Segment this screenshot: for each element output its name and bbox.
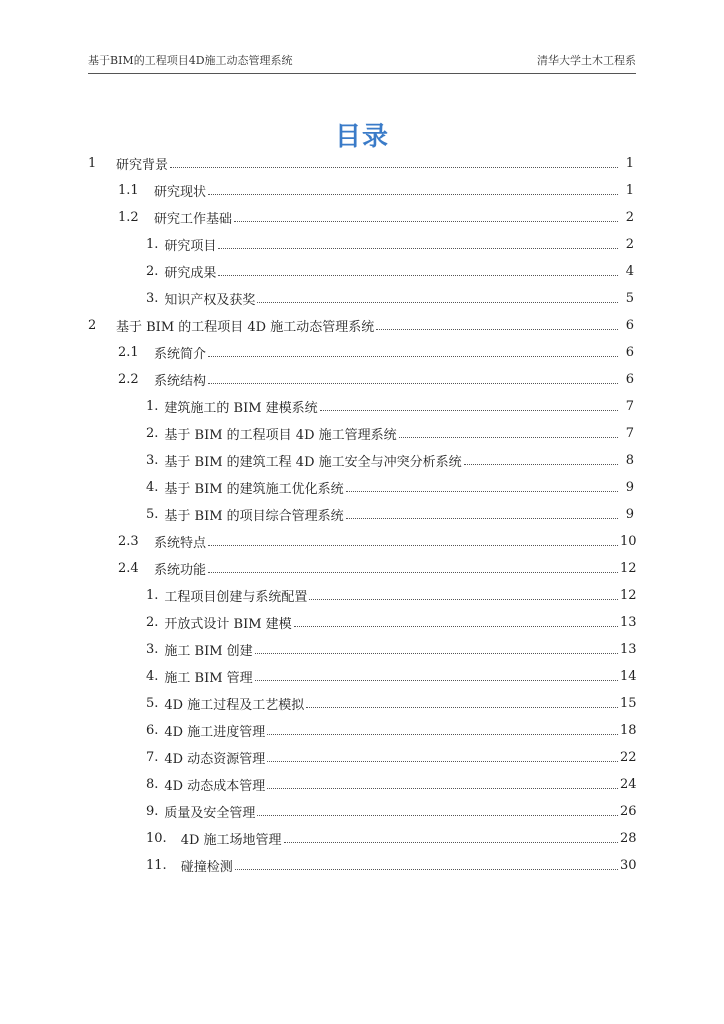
toc-dot-leader (284, 842, 618, 843)
toc-entry-title: 基于 BIM 的项目综合管理系统 (164, 509, 344, 524)
toc-entry[interactable] (88, 609, 637, 636)
toc-entry-page: 12 (620, 561, 637, 576)
toc-dot-leader (218, 275, 618, 276)
toc-entry[interactable] (88, 555, 637, 582)
toc-entry-title: 研究成果 (164, 266, 217, 281)
toc-entry-number: 1. (146, 399, 159, 414)
toc-entry-number: 3. (146, 291, 159, 306)
toc-entry-page: 10 (620, 534, 637, 549)
toc-entry[interactable] (88, 690, 637, 717)
toc-entry[interactable] (88, 231, 634, 258)
toc-entry-page: 2 (625, 237, 634, 252)
toc-entry[interactable] (88, 501, 634, 528)
toc-entry[interactable] (88, 366, 634, 393)
toc-entry-page: 13 (620, 642, 637, 657)
toc-entry-page: 6 (625, 372, 634, 387)
toc-entry-page: 4 (625, 264, 634, 279)
toc-entry-number: 11. (146, 858, 167, 873)
toc-entry-title: 研究背景 (116, 158, 169, 173)
toc-dot-leader (208, 356, 618, 357)
toc-title: 目录 (334, 122, 389, 152)
toc-entry-number: 6. (146, 723, 159, 738)
toc-dot-leader (346, 518, 618, 519)
toc-entry-number: 5. (146, 696, 159, 711)
toc-entry-title: 基于 BIM 的工程项目 4D 施工管理系统 (164, 428, 397, 443)
toc-entry-title: 开放式设计 BIM 建模 (164, 617, 292, 632)
toc-dot-leader (309, 599, 618, 600)
toc-dot-leader (294, 626, 618, 627)
toc-entry-number: 2.3 (118, 534, 139, 549)
toc-entry-number: 9. (146, 804, 159, 819)
toc-entry[interactable] (88, 528, 637, 555)
table-of-contents (88, 150, 637, 879)
toc-entry-page: 1 (625, 183, 634, 198)
toc-dot-leader (208, 383, 618, 384)
toc-entry-page: 9 (625, 480, 634, 495)
toc-dot-leader (208, 545, 618, 546)
toc-entry-number: 4. (146, 480, 159, 495)
toc-entry-title: 4D 施工过程及工艺模拟 (164, 698, 305, 713)
toc-entry-page: 14 (620, 669, 637, 684)
toc-dot-leader (208, 572, 618, 573)
toc-entry-page: 28 (620, 831, 637, 846)
toc-dot-leader (255, 653, 618, 654)
toc-entry-page: 7 (625, 399, 634, 414)
toc-entry-page: 8 (625, 453, 634, 468)
toc-entry-title: 4D 施工进度管理 (164, 725, 266, 740)
toc-entry-number: 10. (146, 831, 167, 846)
toc-entry-page: 1 (625, 156, 634, 171)
toc-entry[interactable] (88, 636, 637, 663)
toc-entry[interactable] (88, 582, 637, 609)
toc-dot-leader (306, 707, 618, 708)
toc-dot-leader (235, 869, 618, 870)
toc-entry[interactable] (88, 447, 634, 474)
toc-entry-number: 1. (146, 237, 159, 252)
toc-entry-number: 2.2 (118, 372, 139, 387)
toc-entry-number: 8. (146, 777, 159, 792)
toc-entry-title: 系统结构 (154, 374, 207, 389)
toc-entry-number: 7. (146, 750, 159, 765)
toc-entry[interactable] (88, 474, 634, 501)
toc-entry-number: 3. (146, 453, 159, 468)
toc-dot-leader (208, 194, 618, 195)
toc-entry-page: 26 (620, 804, 637, 819)
toc-dot-leader (170, 167, 618, 168)
toc-dot-leader (267, 788, 618, 789)
toc-entry-page: 24 (620, 777, 637, 792)
header-left-text: 基于BIM的工程项目4D施工动态管理系统 (88, 54, 293, 67)
toc-entry[interactable] (88, 339, 634, 366)
toc-dot-leader (218, 248, 618, 249)
toc-entry-page: 6 (625, 345, 634, 360)
toc-entry-title: 研究项目 (164, 239, 217, 254)
toc-entry-number: 5. (146, 507, 159, 522)
toc-entry[interactable] (88, 825, 637, 852)
toc-dot-leader (255, 680, 618, 681)
toc-entry[interactable] (88, 771, 637, 798)
toc-dot-leader (234, 221, 618, 222)
toc-entry-page: 9 (625, 507, 634, 522)
toc-entry-page: 2 (625, 210, 634, 225)
toc-entry-number: 1. (146, 588, 159, 603)
toc-entry-number: 1.2 (118, 210, 139, 225)
toc-entry[interactable] (88, 177, 634, 204)
toc-entry-page: 13 (620, 615, 637, 630)
toc-entry[interactable] (88, 258, 634, 285)
toc-entry-page: 22 (620, 750, 637, 765)
toc-entry-title: 4D 施工场地管理 (180, 833, 282, 848)
toc-entry[interactable] (88, 420, 634, 447)
toc-dot-leader (267, 761, 618, 762)
toc-entry-title: 施工 BIM 管理 (164, 671, 253, 686)
toc-entry-title: 系统特点 (154, 536, 207, 551)
toc-dot-leader (464, 464, 618, 465)
toc-entry[interactable] (88, 285, 634, 312)
toc-entry-title: 基于 BIM 的工程项目 4D 施工动态管理系统 (116, 320, 375, 335)
toc-dot-leader (257, 815, 618, 816)
toc-entry-page: 15 (620, 696, 637, 711)
toc-entry[interactable] (88, 393, 634, 420)
toc-entry-title: 知识产权及获奖 (164, 293, 256, 308)
toc-entry-title: 施工 BIM 创建 (164, 644, 253, 659)
header-divider (88, 73, 636, 74)
toc-entry-number: 3. (146, 642, 159, 657)
toc-dot-leader (320, 410, 618, 411)
toc-entry[interactable] (88, 204, 634, 231)
toc-entry-title: 基于 BIM 的建筑施工优化系统 (164, 482, 344, 497)
toc-entry[interactable] (88, 717, 637, 744)
toc-entry[interactable] (88, 663, 637, 690)
toc-entry-number: 2.4 (118, 561, 139, 576)
toc-entry-number: 2 (88, 318, 97, 333)
toc-dot-leader (346, 491, 618, 492)
toc-entry-page: 12 (620, 588, 637, 603)
toc-entry-number: 2.1 (118, 345, 139, 360)
toc-entry-title: 研究现状 (154, 185, 207, 200)
toc-entry-number: 2. (146, 615, 159, 630)
header-right-text: 清华大学土木工程系 (537, 54, 636, 67)
toc-entry-page: 18 (620, 723, 637, 738)
toc-entry[interactable] (88, 150, 634, 177)
toc-entry-title: 工程项目创建与系统配置 (164, 590, 308, 605)
toc-entry-title: 4D 动态资源管理 (164, 752, 266, 767)
page-header (88, 52, 636, 68)
toc-entry-number: 1 (88, 156, 97, 171)
toc-dot-leader (267, 734, 618, 735)
toc-entry-number: 2. (146, 426, 159, 441)
toc-entry-page: 5 (625, 291, 634, 306)
toc-entry[interactable] (88, 852, 637, 879)
toc-entry-title: 4D 动态成本管理 (164, 779, 266, 794)
toc-entry-title: 基于 BIM 的建筑工程 4D 施工安全与冲突分析系统 (164, 455, 462, 470)
toc-entry-number: 4. (146, 669, 159, 684)
toc-entry[interactable] (88, 798, 637, 825)
toc-entry-page: 6 (625, 318, 634, 333)
toc-entry-page: 30 (620, 858, 637, 873)
toc-dot-leader (399, 437, 618, 438)
toc-dot-leader (257, 302, 618, 303)
toc-entry-title: 系统简介 (154, 347, 207, 362)
toc-entry-title: 研究工作基础 (154, 212, 233, 227)
toc-entry-number: 2. (146, 264, 159, 279)
toc-entry-number: 1.1 (118, 183, 139, 198)
toc-entry-title: 碰撞检测 (180, 860, 233, 875)
toc-entry-title: 建筑施工的 BIM 建模系统 (164, 401, 318, 416)
toc-entry[interactable] (88, 312, 634, 339)
toc-entry[interactable] (88, 744, 637, 771)
toc-entry-title: 系统功能 (154, 563, 207, 578)
toc-entry-title: 质量及安全管理 (164, 806, 256, 821)
toc-entry-page: 7 (625, 426, 634, 441)
toc-dot-leader (376, 329, 618, 330)
